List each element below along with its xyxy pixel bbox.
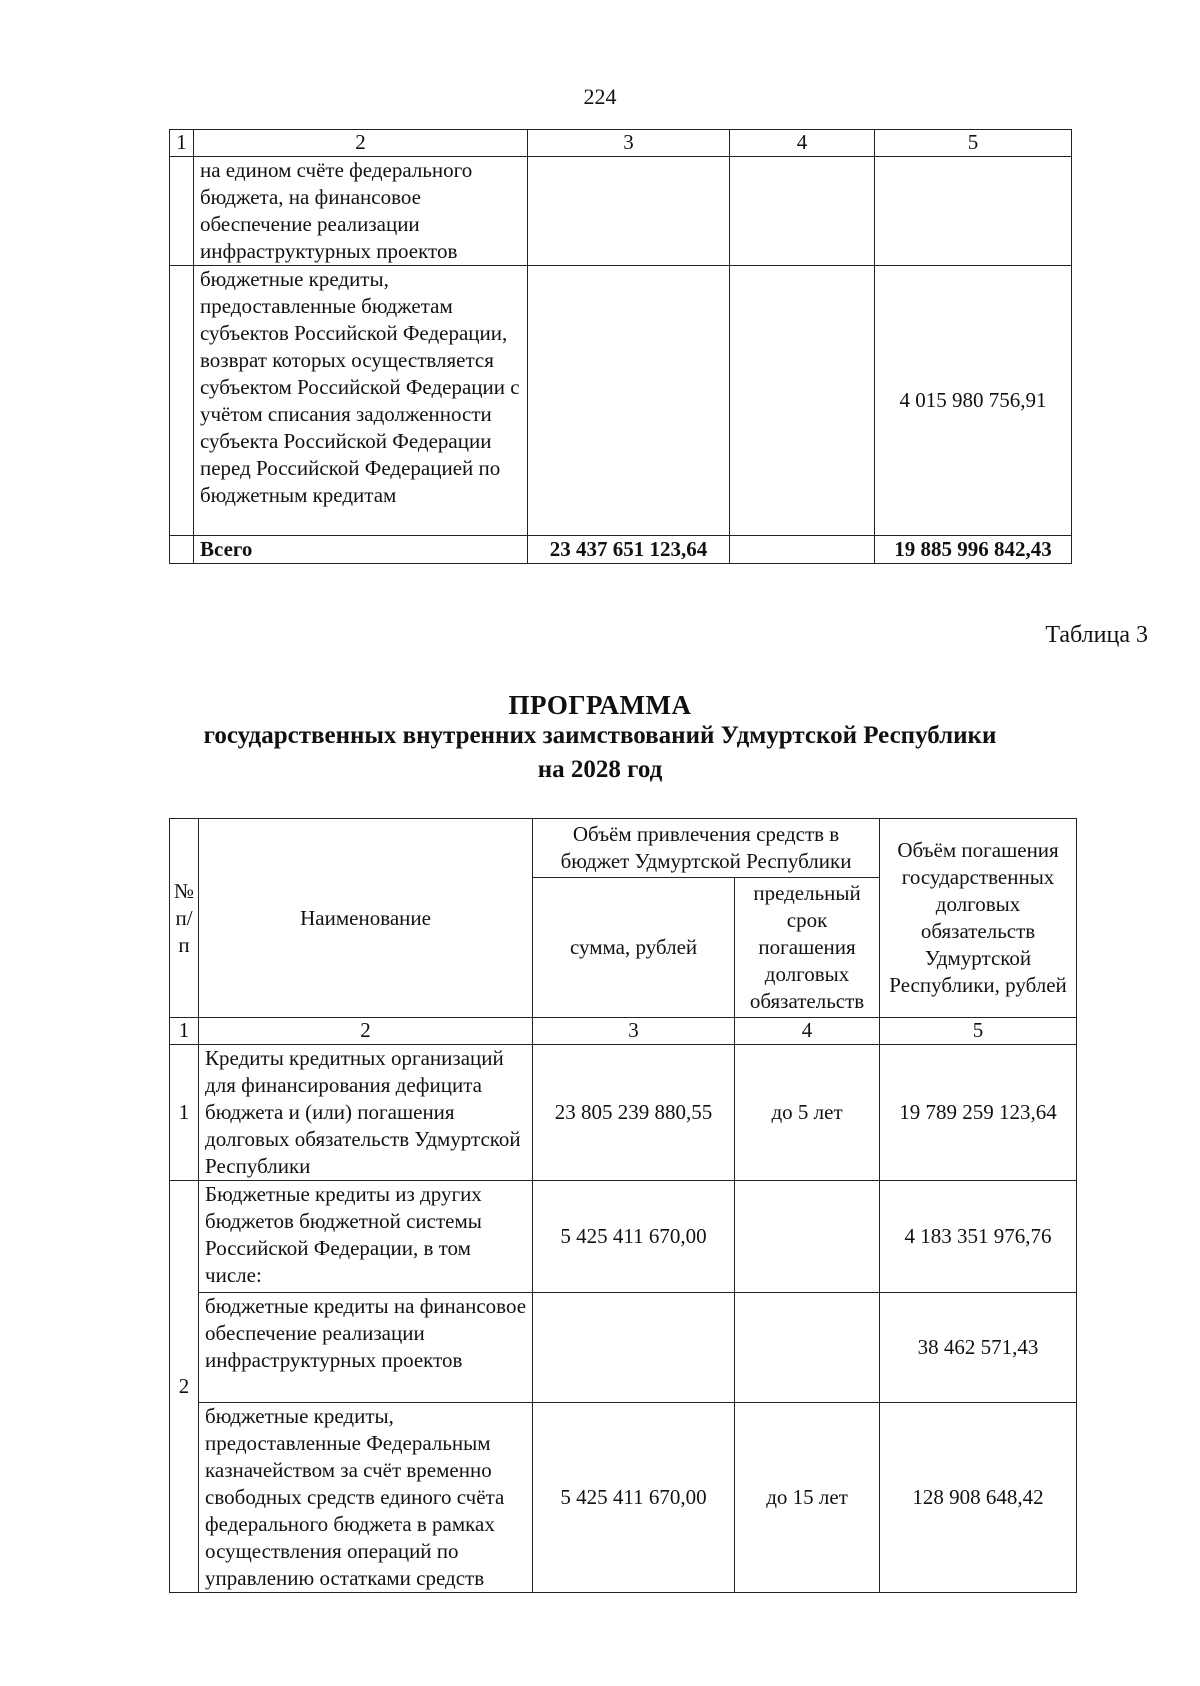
row-sum: 5 425 411 670,00 xyxy=(533,1403,735,1593)
header-attract-group: Объём привлечения средств в бюджет Удмуртской Республики xyxy=(533,819,880,878)
row-repay: 4 183 351 976,76 xyxy=(880,1181,1077,1293)
cell xyxy=(875,157,1072,266)
row-number: 1 xyxy=(170,1045,199,1181)
row-repay: 38 462 571,43 xyxy=(880,1293,1077,1403)
header-sum: сумма, рублей xyxy=(533,878,735,1018)
table-row xyxy=(170,266,1072,536)
cell xyxy=(528,266,730,536)
table-header-row xyxy=(170,130,1072,157)
program-title: ПРОГРАММА xyxy=(508,690,692,720)
table-row xyxy=(170,1293,1077,1403)
table-row xyxy=(170,1181,1077,1293)
total-sum: 23 437 651 123,64 xyxy=(528,536,730,564)
col-number-cell: 3 xyxy=(528,130,730,157)
row-repay: 19 789 259 123,64 xyxy=(880,1045,1077,1181)
table-row xyxy=(170,157,1072,266)
cell xyxy=(170,266,194,536)
total-repay: 19 885 996 842,43 xyxy=(875,536,1072,564)
col-number-cell: 2 xyxy=(194,130,528,157)
page-number: 224 xyxy=(583,84,617,109)
header-repay: Объём погашения государственных долговых обязательств Удмуртской Республики, рублей xyxy=(880,819,1077,1018)
total-row xyxy=(170,536,1072,564)
row-sum: 23 805 239 880,55 xyxy=(533,1045,735,1181)
col-number-cell: 5 xyxy=(880,1018,1077,1045)
program-year: на 2028 год xyxy=(537,756,663,783)
col-number-cell: 2 xyxy=(199,1018,533,1045)
cell xyxy=(730,536,875,564)
cell xyxy=(730,157,875,266)
row-term xyxy=(735,1293,880,1403)
cell-name: бюджетные кредиты, предоставленные бюджетам субъектов Российской Федерации, возврат которых осуществляется субъектом Российской Федерации с учётом списания задолженности субъекта Российской Федерации перед Российской Федерацией по бюджетным кредитам xyxy=(194,266,528,536)
header-num: № п/п xyxy=(170,819,199,1018)
column-numbers-row xyxy=(170,1018,1077,1045)
cell-name: на едином счёте федерального бюджета, на финансовое обеспечение реализации инфраструктурных проектов xyxy=(194,157,528,266)
row-repay: 128 908 648,42 xyxy=(880,1403,1077,1593)
row-term: до 5 лет xyxy=(735,1045,880,1181)
row-term: до 15 лет xyxy=(735,1403,880,1593)
header-name: Наименование xyxy=(199,819,533,1018)
col-number-cell: 4 xyxy=(730,130,875,157)
row-sum xyxy=(533,1293,735,1403)
col-number-cell: 1 xyxy=(170,1018,199,1045)
row-name: Кредиты кредитных организаций для финансирования дефицита бюджета и (или) погашения долговых обязательств Удмуртской Республики xyxy=(199,1045,533,1181)
col-number-cell: 3 xyxy=(533,1018,735,1045)
col-number-cell: 1 xyxy=(170,130,194,157)
table-label: Таблица 3 xyxy=(1045,622,1148,648)
program-subtitle: государственных внутренних заимствований Удмуртской Республики xyxy=(203,722,997,749)
total-label: Всего xyxy=(194,536,528,564)
cell xyxy=(170,536,194,564)
row-name: бюджетные кредиты, предоставленные Федеральным казначейством за счёт временно свободных средств единого счёта федерального бюджета в рамках осуществления операций по управлению остатками средств xyxy=(199,1403,533,1593)
header-term: предельный срок погашения долговых обязательств xyxy=(735,878,880,1018)
continuation-table xyxy=(169,129,1072,564)
row-sum: 5 425 411 670,00 xyxy=(533,1181,735,1293)
table-row xyxy=(170,1403,1077,1593)
row-name: бюджетные кредиты на финансовое обеспечение реализации инфраструктурных проектов xyxy=(199,1293,533,1403)
cell xyxy=(730,266,875,536)
table-row xyxy=(170,1045,1077,1181)
borrowing-program-table xyxy=(169,818,1077,1593)
cell xyxy=(528,157,730,266)
header-row xyxy=(170,819,1077,878)
row-name: Бюджетные кредиты из других бюджетов бюджетной системы Российской Федерации, в том числе: xyxy=(199,1181,533,1293)
row-number: 2 xyxy=(170,1181,199,1593)
cell xyxy=(170,157,194,266)
cell-value: 4 015 980 756,91 xyxy=(875,266,1072,536)
col-number-cell: 4 xyxy=(735,1018,880,1045)
row-term xyxy=(735,1181,880,1293)
col-number-cell: 5 xyxy=(875,130,1072,157)
